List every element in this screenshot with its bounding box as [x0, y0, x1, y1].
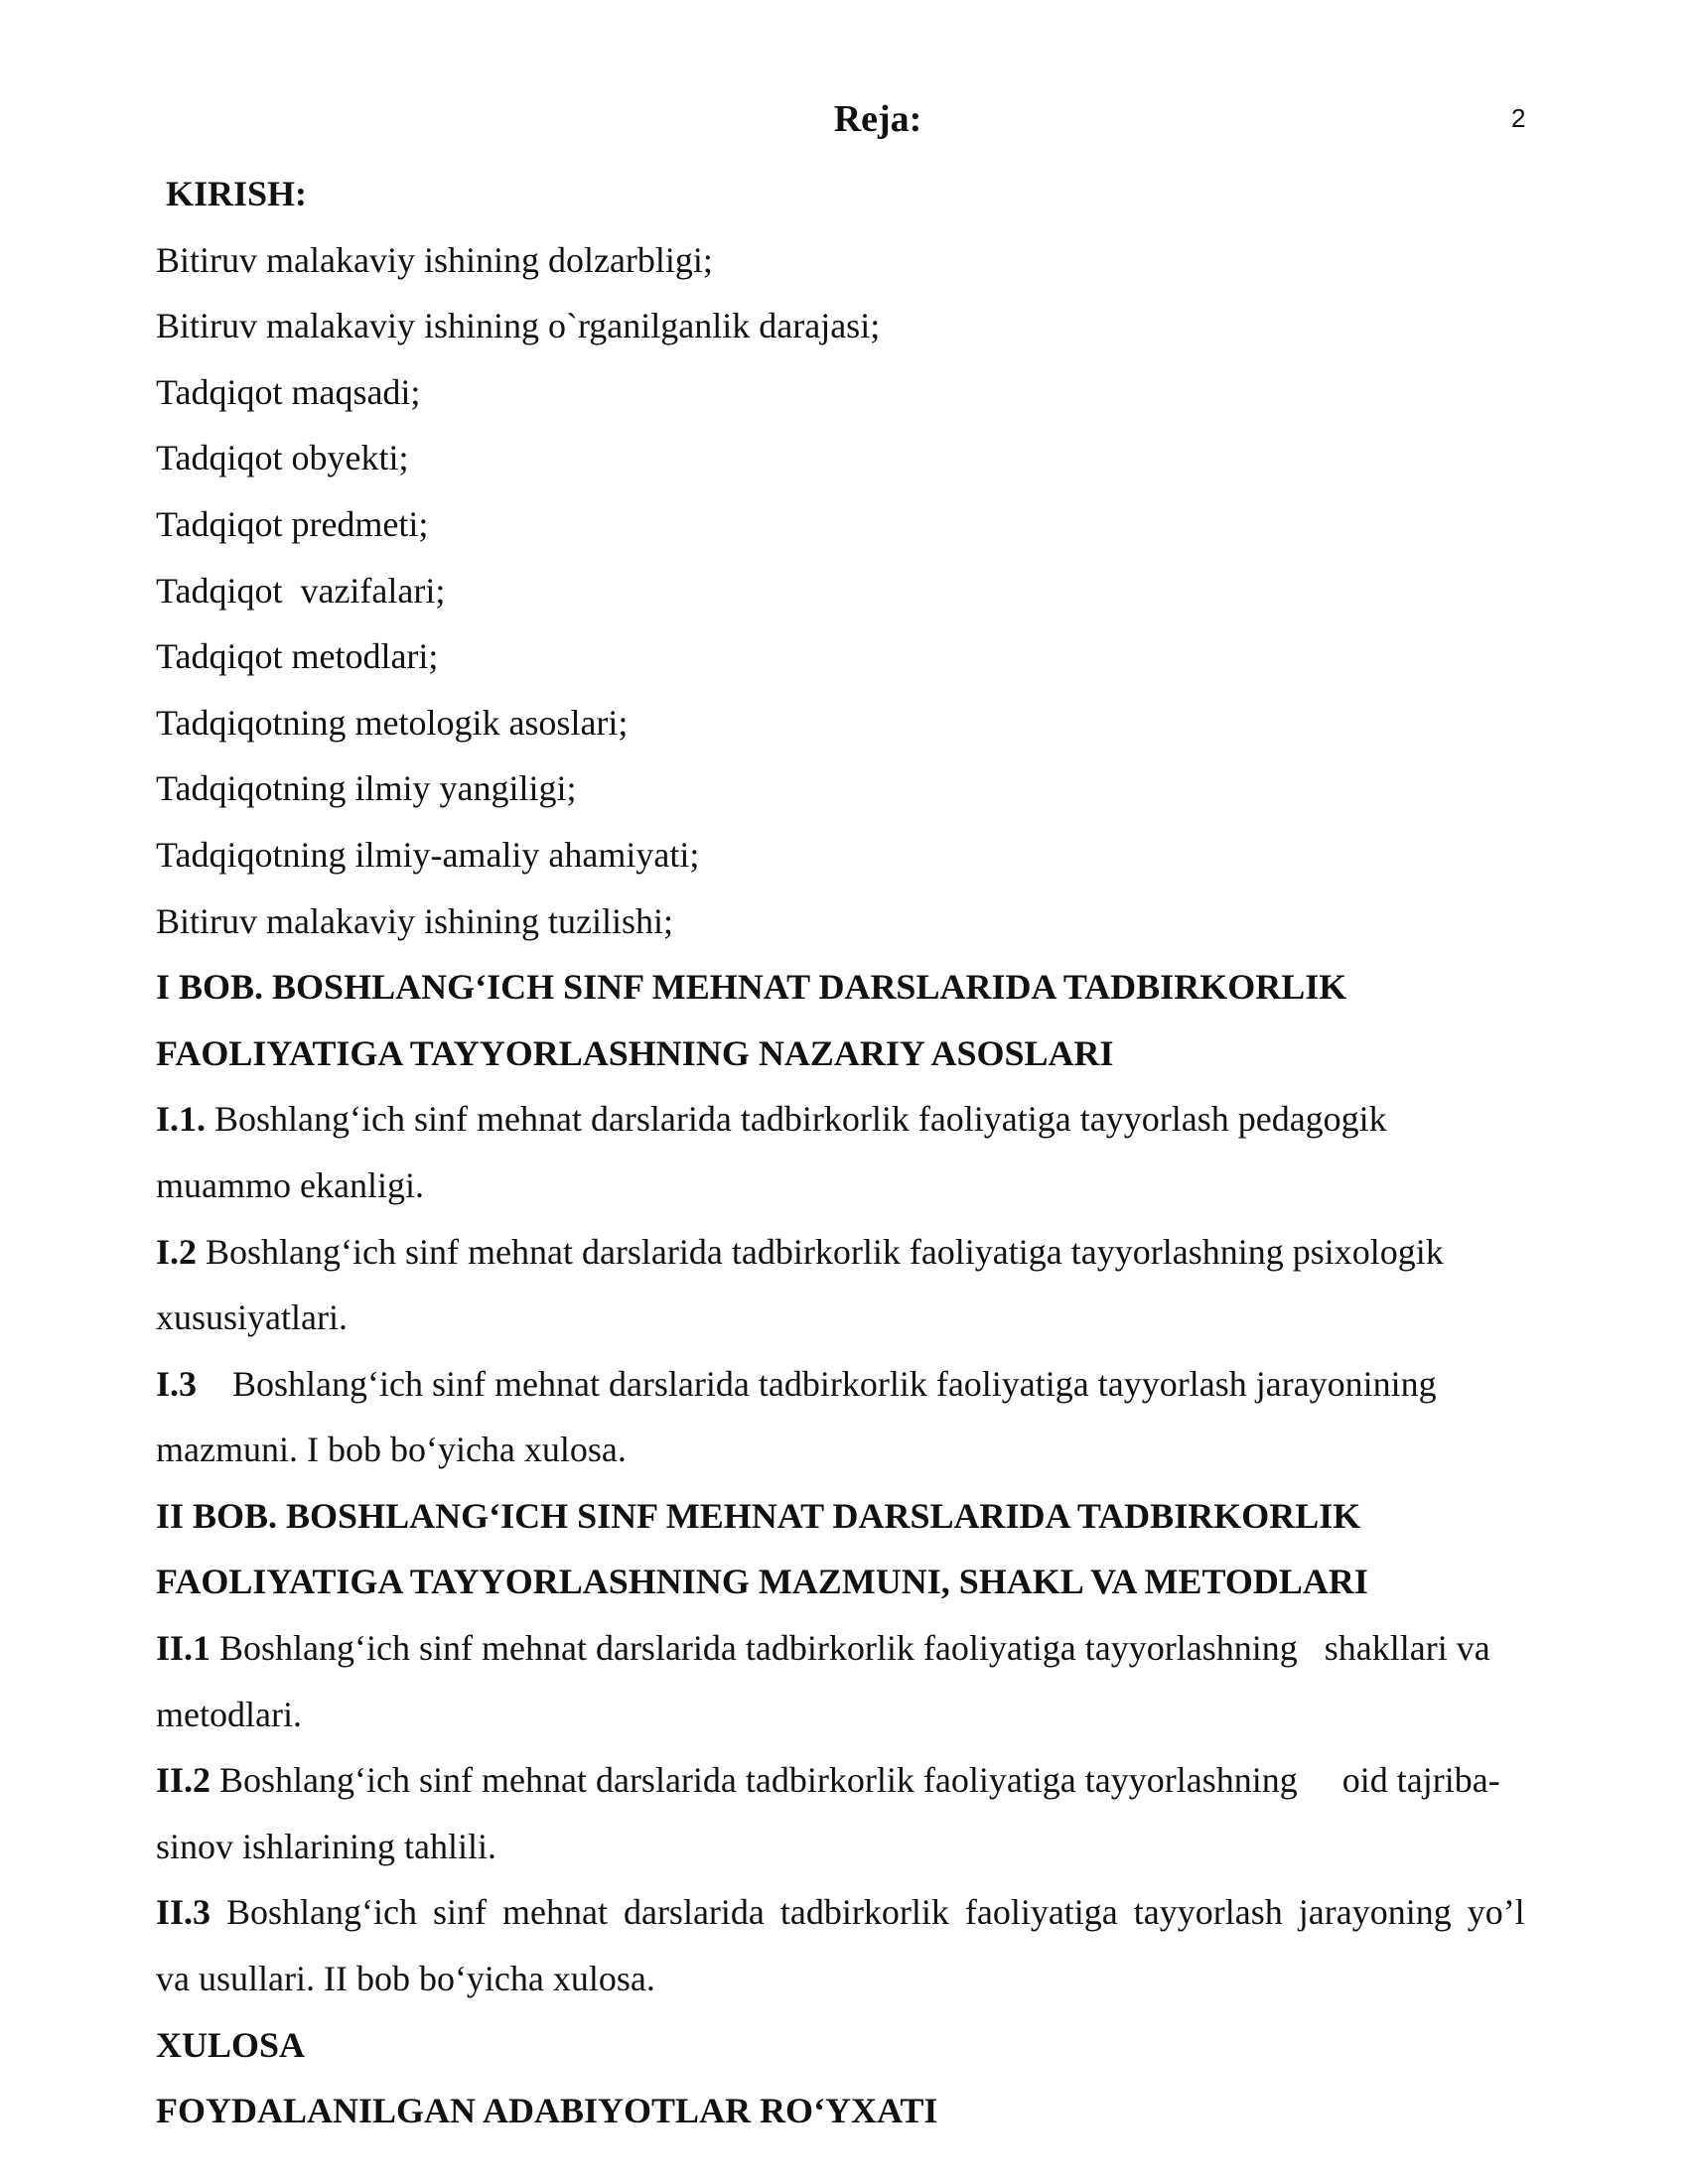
section-1-1	[156, 1086, 1596, 1218]
section-title-line1: Boshlang‘ich sinf mehnat darslarida tadbirkorlik faoliyatiga tayyorlash pedagogik	[214, 1099, 1387, 1140]
section-title-line2: va usullari. II bob bo‘yicha xulosa.	[156, 1959, 655, 1999]
kirish-item: Tadqiqot obyekti;	[156, 438, 409, 478]
xulosa-heading: XULOSA	[156, 2024, 306, 2065]
kirish-item: Tadqiqotning ilmiy-amaliy ahamiyati;	[156, 834, 700, 875]
page-title: Reja:	[833, 98, 922, 140]
references-heading: FOYDALANILGAN ADABIYOTLAR RO‘YXATI	[156, 2091, 938, 2131]
section-2-3	[156, 1879, 1596, 2011]
chapter1-heading-line1: I BOB. BOSHLANG‘ICH SINF MEHNAT DARSLARIDA TADBIRKORLIK	[156, 967, 1347, 1008]
kirish-item: Tadqiqot maqsadi;	[156, 371, 421, 412]
section-2-2	[156, 1747, 1596, 1879]
section-title-line1: Boshlang‘ich sinf mehnat darslarida tadbirkorlik faoliyatiga tayyorlashning psixologik	[206, 1231, 1444, 1272]
section-title-line2: mazmuni. I bob bo‘yicha xulosa.	[156, 1430, 627, 1470]
section-title-line2: sinov ishlarining tahlili.	[156, 1826, 496, 1866]
section-title-line1: Boshlang‘ich sinf mehnat darslarida tadbirkorlik faoliyatiga tayyorlash jarayoning yo’l	[226, 1892, 1525, 1933]
section-title-line1: Boshlang‘ich sinf mehnat darslarida tadbirkorlik faoliyatiga tayyorlashning shakllari va	[219, 1628, 1490, 1669]
chapter2-heading-line1: II BOB. BOSHLANG‘ICH SINF MEHNAT DARSLARIDA TADBIRKORLIK	[156, 1495, 1361, 1536]
kirish-heading: KIRISH:	[166, 174, 308, 213]
kirish-item: Tadqiqotning ilmiy yangiligi;	[156, 768, 577, 809]
section-number: I.2	[156, 1231, 198, 1272]
section-1-3	[156, 1351, 1596, 1483]
section-2-1	[156, 1615, 1596, 1747]
section-title-line1: Boshlang‘ich sinf mehnat darslarida tadbirkorlik faoliyatiga tayyorlashning oid tajriba-	[219, 1760, 1500, 1801]
section-number: II.1	[156, 1628, 211, 1669]
kirish-item: Tadqiqotning metologik asoslari;	[156, 702, 629, 743]
section-number: II.2	[156, 1760, 211, 1801]
kirish-item: Tadqiqot predmeti;	[156, 503, 429, 544]
section-number: I.1.	[156, 1099, 207, 1140]
kirish-item: Bitiruv malakaviy ishining dolzarbligi;	[156, 239, 713, 280]
chapter2-heading-line2: FAOLIYATIGA TAYYORLASHNING MAZMUNI, SHAKL VA METODLARI	[156, 1562, 1368, 1602]
section-number: I.3	[156, 1363, 198, 1404]
chapter1-heading-line2: FAOLIYATIGA TAYYORLASHNING NAZARIY ASOSLARI	[156, 1032, 1114, 1073]
section-1-2	[156, 1219, 1596, 1351]
section-number: II.3	[156, 1892, 211, 1933]
section-title-line2: xususiyatlari.	[156, 1297, 348, 1338]
kirish-item: Tadqiqot metodlari;	[156, 636, 439, 677]
plan-content	[156, 161, 1596, 2144]
section-title-line1: Boshlang‘ich sinf mehnat darslarida tadbirkorlik faoliyatiga tayyorlash jarayonining	[232, 1363, 1437, 1404]
section-title-line2: metodlari.	[156, 1694, 302, 1734]
section-title-line2: muammo ekanligi.	[156, 1164, 424, 1205]
page-number: 2	[1511, 103, 1526, 133]
kirish-item: Bitiruv malakaviy ishining o`rganilganlik darajasi;	[156, 306, 881, 346]
kirish-item: Tadqiqot vazifalari;	[156, 570, 446, 611]
kirish-item: Bitiruv malakaviy ishining tuzilishi;	[156, 900, 673, 941]
